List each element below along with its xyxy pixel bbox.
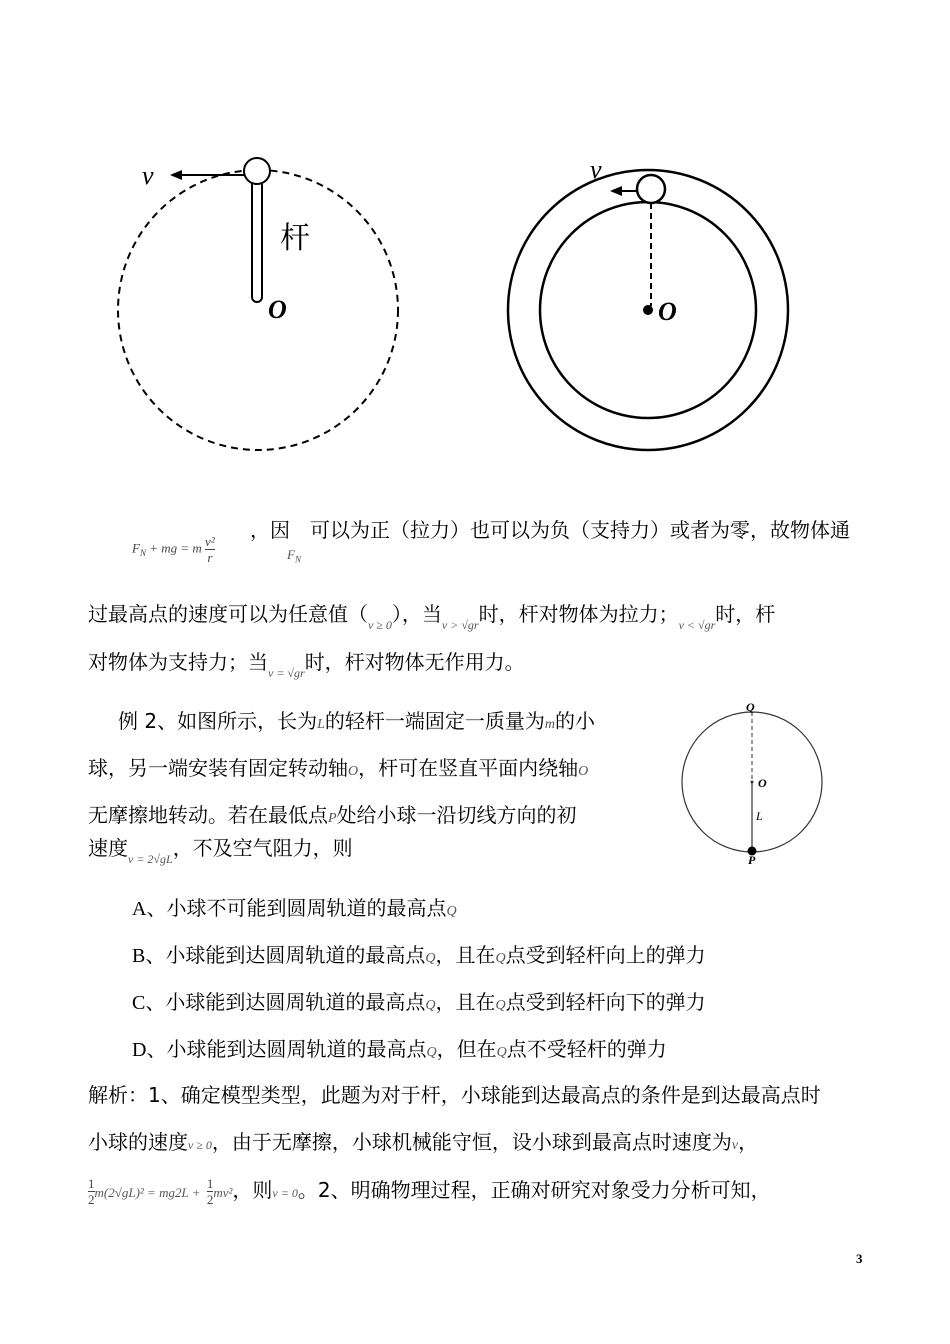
option-a[interactable]: A、小球不可能到圆周轨道的最高点Q: [132, 896, 457, 920]
label-p: P: [748, 853, 756, 867]
velocity-label: v: [590, 155, 602, 184]
center-label: O: [268, 295, 287, 324]
example-circle-figure: [676, 698, 846, 870]
example-line: 球，另一端安装有固定转动轴O，杆可在竖直平面内绕轴O: [88, 756, 589, 780]
text-line: 过最高点的速度可以为任意值$(_{v \ge 0})$，当$_{v > √gr}$时，杆对物体为拉力；$_{v < √gr}$时，杆: [88, 602, 776, 632]
label-o: O: [758, 776, 767, 790]
text-line: 对物体为支持力；当$_{v = √gr}$时，杆对物体无作用力。: [88, 650, 525, 680]
example-line: 无摩擦地转动。若在最低点P处给小球一沿切线方向的初: [88, 803, 577, 827]
eq-force-balance: $F_N$ + mg = m $\frac{\text{v²}}{r}$: [132, 534, 215, 565]
example-line: 例 2、如图所示，长为L的轻杆一端固定一质量为m的小: [118, 709, 596, 733]
rod-model-figure: [100, 140, 420, 460]
option-b[interactable]: B、小球能到达圆周轨道的最高点Q，且在Q点受到轻杆向上的弹力: [132, 943, 706, 967]
option-d[interactable]: D、小球能到达圆周轨道的最高点Q，但在Q点不受轻杆的弹力: [132, 1037, 667, 1061]
rod-label: 杆: [280, 221, 310, 256]
analysis-line: $\frac{1}{2}$ m(2√gL)² = mg2L + $\frac{1}{2}$ mv²，则v = 0。2、明确物理过程，正确对研究对象受力分析可知，: [88, 1176, 771, 1207]
analysis-line: 解析：1、确定模型类型，此题为对于杆，小球能到达最高点的条件是到达最高点时: [88, 1083, 821, 1107]
analysis-line: 小球的速度v ≥ 0，由于无摩擦，小球机械能守恒，设小球到最高点时速度为v，: [88, 1130, 759, 1154]
example-line: 速度$_{v = 2√gL}$，不及空气阻力，则: [88, 836, 353, 866]
option-c[interactable]: C、小球能到达圆周轨道的最高点Q，且在Q点受到轻杆向下的弹力: [132, 990, 706, 1014]
eq-fn: $F_N$: [287, 547, 301, 565]
label-l: L: [756, 809, 763, 823]
velocity-label: v: [142, 161, 154, 190]
center-label: O: [658, 297, 677, 326]
label-q: Q: [746, 700, 755, 714]
text-line: ，因: [250, 518, 290, 542]
tube-model-figure: [500, 150, 800, 470]
text-line: 可以为正（拉力）也可以为负（支持力）或者为零，故物体通: [310, 518, 850, 542]
page-number: 3: [856, 1251, 863, 1266]
